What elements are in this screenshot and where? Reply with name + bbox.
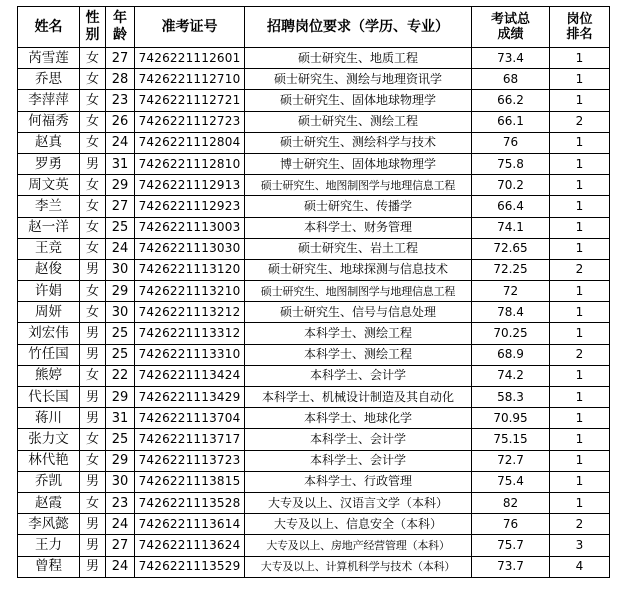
table-row [18, 132, 610, 153]
cell-score: 75.4 [472, 471, 550, 492]
table-row [18, 323, 610, 344]
header-name: 姓名 [18, 7, 80, 48]
cell-age: 29 [106, 387, 135, 408]
cell-exam-id: 7426221113429 [135, 387, 245, 408]
cell-score: 78.4 [472, 302, 550, 323]
cell-age: 22 [106, 365, 135, 386]
cell-gender: 女 [80, 238, 106, 259]
cell-name: 周文英 [18, 175, 80, 196]
cell-name: 赵真 [18, 132, 80, 153]
cell-exam-id: 7426221113424 [135, 365, 245, 386]
cell-exam-id: 7426221113003 [135, 217, 245, 238]
cell-gender: 女 [80, 217, 106, 238]
cell-position: 本科学士、财务管理 [245, 217, 472, 238]
cell-gender: 男 [80, 556, 106, 577]
cell-name: 李萍萍 [18, 90, 80, 111]
cell-name: 曾程 [18, 556, 80, 577]
cell-age: 23 [106, 90, 135, 111]
cell-score: 72 [472, 281, 550, 302]
cell-exam-id: 7426221113614 [135, 514, 245, 535]
cell-age: 23 [106, 492, 135, 513]
cell-name: 芮雪莲 [18, 48, 80, 69]
cell-score: 66.1 [472, 111, 550, 132]
cell-score: 74.1 [472, 217, 550, 238]
cell-gender: 男 [80, 408, 106, 429]
cell-exam-id: 7426221113212 [135, 302, 245, 323]
cell-position: 本科学士、会计学 [245, 429, 472, 450]
cell-score: 75.7 [472, 535, 550, 556]
cell-name: 乔凯 [18, 471, 80, 492]
cell-exam-id: 7426221112721 [135, 90, 245, 111]
cell-score: 72.25 [472, 259, 550, 280]
table-row [18, 408, 610, 429]
cell-position: 大专及以上、汉语言文学（本科） [245, 492, 472, 513]
cell-rank: 1 [550, 323, 610, 344]
cell-score: 70.25 [472, 323, 550, 344]
exam-results-table [17, 6, 610, 578]
cell-age: 29 [106, 281, 135, 302]
table-row [18, 196, 610, 217]
cell-rank: 1 [550, 196, 610, 217]
cell-rank: 1 [550, 408, 610, 429]
cell-position: 硕士研究生、传播学 [245, 196, 472, 217]
cell-score: 58.3 [472, 387, 550, 408]
cell-exam-id: 7426221113030 [135, 238, 245, 259]
cell-score: 72.7 [472, 450, 550, 471]
cell-score: 72.65 [472, 238, 550, 259]
cell-score: 75.8 [472, 153, 550, 174]
header-rank: 岗位 排名 [550, 7, 610, 48]
cell-gender: 男 [80, 471, 106, 492]
table-row [18, 281, 610, 302]
cell-name: 林代艳 [18, 450, 80, 471]
cell-position: 硕士研究生、地质工程 [245, 48, 472, 69]
cell-gender: 女 [80, 281, 106, 302]
cell-age: 30 [106, 302, 135, 323]
cell-name: 周妍 [18, 302, 80, 323]
header-age: 年 龄 [106, 7, 135, 48]
cell-gender: 女 [80, 175, 106, 196]
cell-age: 25 [106, 429, 135, 450]
cell-age: 31 [106, 153, 135, 174]
cell-position: 硕士研究生、测绘工程 [245, 111, 472, 132]
cell-rank: 1 [550, 153, 610, 174]
cell-score: 76 [472, 514, 550, 535]
cell-name: 赵霞 [18, 492, 80, 513]
cell-name: 熊婷 [18, 365, 80, 386]
cell-position: 本科学士、会计学 [245, 365, 472, 386]
cell-age: 24 [106, 556, 135, 577]
cell-rank: 1 [550, 492, 610, 513]
cell-age: 24 [106, 238, 135, 259]
cell-position: 博士研究生、固体地球物理学 [245, 153, 472, 174]
cell-name: 张力文 [18, 429, 80, 450]
cell-position: 本科学士、测绘工程 [245, 344, 472, 365]
cell-score: 82 [472, 492, 550, 513]
cell-name: 何福秀 [18, 111, 80, 132]
cell-exam-id: 7426221113723 [135, 450, 245, 471]
cell-exam-id: 7426221112723 [135, 111, 245, 132]
table-row [18, 344, 610, 365]
cell-position: 硕士研究生、地图制图学与地理信息工程 [245, 281, 472, 302]
table-row [18, 492, 610, 513]
cell-gender: 男 [80, 323, 106, 344]
results-table-container [17, 6, 610, 578]
cell-name: 李风懿 [18, 514, 80, 535]
cell-position: 硕士研究生、岩土工程 [245, 238, 472, 259]
cell-score: 70.2 [472, 175, 550, 196]
cell-score: 66.2 [472, 90, 550, 111]
cell-position: 本科学士、测绘工程 [245, 323, 472, 344]
cell-gender: 女 [80, 90, 106, 111]
cell-gender: 女 [80, 48, 106, 69]
cell-exam-id: 7426221113312 [135, 323, 245, 344]
cell-exam-id: 7426221112923 [135, 196, 245, 217]
cell-name: 乔思 [18, 69, 80, 90]
table-row [18, 450, 610, 471]
cell-rank: 1 [550, 69, 610, 90]
cell-position: 硕士研究生、地图制图学与地理信息工程 [245, 175, 472, 196]
cell-rank: 3 [550, 535, 610, 556]
cell-exam-id: 7426221112913 [135, 175, 245, 196]
cell-exam-id: 7426221113717 [135, 429, 245, 450]
cell-exam-id: 7426221112710 [135, 69, 245, 90]
cell-age: 27 [106, 196, 135, 217]
table-row [18, 153, 610, 174]
cell-rank: 1 [550, 90, 610, 111]
header-score: 考试总 成绩 [472, 7, 550, 48]
cell-exam-id: 7426221113120 [135, 259, 245, 280]
cell-gender: 男 [80, 344, 106, 365]
cell-score: 73.7 [472, 556, 550, 577]
cell-age: 30 [106, 259, 135, 280]
cell-position: 硕士研究生、信号与信息处理 [245, 302, 472, 323]
cell-rank: 2 [550, 514, 610, 535]
table-row [18, 365, 610, 386]
cell-name: 王竞 [18, 238, 80, 259]
cell-name: 李兰 [18, 196, 80, 217]
table-row [18, 471, 610, 492]
cell-rank: 2 [550, 344, 610, 365]
cell-rank: 1 [550, 238, 610, 259]
cell-exam-id: 7426221113310 [135, 344, 245, 365]
cell-exam-id: 7426221112810 [135, 153, 245, 174]
cell-score: 73.4 [472, 48, 550, 69]
cell-rank: 1 [550, 281, 610, 302]
cell-gender: 女 [80, 69, 106, 90]
cell-rank: 1 [550, 48, 610, 69]
cell-position: 大专及以上、信息安全（本科） [245, 514, 472, 535]
cell-position: 本科学士、机械设计制造及其自动化 [245, 387, 472, 408]
table-row [18, 535, 610, 556]
cell-rank: 1 [550, 387, 610, 408]
table-row [18, 302, 610, 323]
cell-name: 刘宏伟 [18, 323, 80, 344]
cell-age: 30 [106, 471, 135, 492]
table-row [18, 217, 610, 238]
cell-name: 罗勇 [18, 153, 80, 174]
cell-gender: 女 [80, 111, 106, 132]
table-row [18, 259, 610, 280]
cell-position: 硕士研究生、测绘与地理资讯学 [245, 69, 472, 90]
cell-gender: 女 [80, 132, 106, 153]
cell-score: 74.2 [472, 365, 550, 386]
cell-age: 27 [106, 48, 135, 69]
table-row [18, 556, 610, 577]
cell-name: 许娟 [18, 281, 80, 302]
header-gender: 性 别 [80, 7, 106, 48]
cell-score: 68.9 [472, 344, 550, 365]
cell-position: 本科学士、地球化学 [245, 408, 472, 429]
table-row [18, 111, 610, 132]
cell-rank: 1 [550, 365, 610, 386]
cell-rank: 1 [550, 429, 610, 450]
cell-position: 硕士研究生、地球探测与信息技术 [245, 259, 472, 280]
table-row [18, 429, 610, 450]
cell-age: 27 [106, 535, 135, 556]
table-row [18, 238, 610, 259]
cell-score: 70.95 [472, 408, 550, 429]
cell-age: 25 [106, 217, 135, 238]
table-row [18, 90, 610, 111]
cell-rank: 1 [550, 302, 610, 323]
cell-position: 大专及以上、房地产经营管理（本科） [245, 535, 472, 556]
cell-gender: 男 [80, 514, 106, 535]
cell-position: 硕士研究生、测绘科学与技术 [245, 132, 472, 153]
cell-score: 76 [472, 132, 550, 153]
cell-gender: 男 [80, 259, 106, 280]
cell-age: 24 [106, 132, 135, 153]
cell-score: 68 [472, 69, 550, 90]
cell-rank: 1 [550, 450, 610, 471]
cell-age: 31 [106, 408, 135, 429]
cell-name: 赵一洋 [18, 217, 80, 238]
cell-name: 王力 [18, 535, 80, 556]
cell-rank: 1 [550, 217, 610, 238]
cell-rank: 2 [550, 111, 610, 132]
cell-rank: 2 [550, 259, 610, 280]
cell-name: 赵俊 [18, 259, 80, 280]
table-row [18, 514, 610, 535]
cell-exam-id: 7426221113529 [135, 556, 245, 577]
cell-rank: 1 [550, 175, 610, 196]
cell-exam-id: 7426221113528 [135, 492, 245, 513]
cell-gender: 男 [80, 387, 106, 408]
cell-exam-id: 7426221113210 [135, 281, 245, 302]
cell-age: 25 [106, 323, 135, 344]
cell-gender: 女 [80, 365, 106, 386]
cell-position: 大专及以上、计算机科学与技术（本科） [245, 556, 472, 577]
cell-exam-id: 7426221113815 [135, 471, 245, 492]
cell-age: 24 [106, 514, 135, 535]
cell-rank: 1 [550, 132, 610, 153]
cell-position: 本科学士、行政管理 [245, 471, 472, 492]
cell-name: 蒋川 [18, 408, 80, 429]
cell-age: 25 [106, 344, 135, 365]
header-position: 招聘岗位要求（学历、专业） [245, 7, 472, 48]
cell-exam-id: 7426221113704 [135, 408, 245, 429]
cell-age: 29 [106, 450, 135, 471]
cell-score: 75.15 [472, 429, 550, 450]
cell-exam-id: 7426221112601 [135, 48, 245, 69]
cell-age: 26 [106, 111, 135, 132]
table-row [18, 48, 610, 69]
table-row [18, 387, 610, 408]
cell-gender: 男 [80, 535, 106, 556]
cell-rank: 4 [550, 556, 610, 577]
cell-gender: 女 [80, 450, 106, 471]
table-header-row [18, 7, 610, 48]
cell-score: 66.4 [472, 196, 550, 217]
cell-rank: 1 [550, 471, 610, 492]
cell-gender: 女 [80, 196, 106, 217]
cell-position: 本科学士、会计学 [245, 450, 472, 471]
cell-name: 竹任国 [18, 344, 80, 365]
cell-age: 29 [106, 175, 135, 196]
cell-name: 代长国 [18, 387, 80, 408]
cell-exam-id: 7426221112804 [135, 132, 245, 153]
cell-age: 28 [106, 69, 135, 90]
header-exam-id: 准考证号 [135, 7, 245, 48]
cell-exam-id: 7426221113624 [135, 535, 245, 556]
table-row [18, 175, 610, 196]
cell-gender: 女 [80, 429, 106, 450]
cell-gender: 女 [80, 302, 106, 323]
cell-gender: 男 [80, 153, 106, 174]
table-row [18, 69, 610, 90]
cell-position: 硕士研究生、固体地球物理学 [245, 90, 472, 111]
cell-gender: 女 [80, 492, 106, 513]
